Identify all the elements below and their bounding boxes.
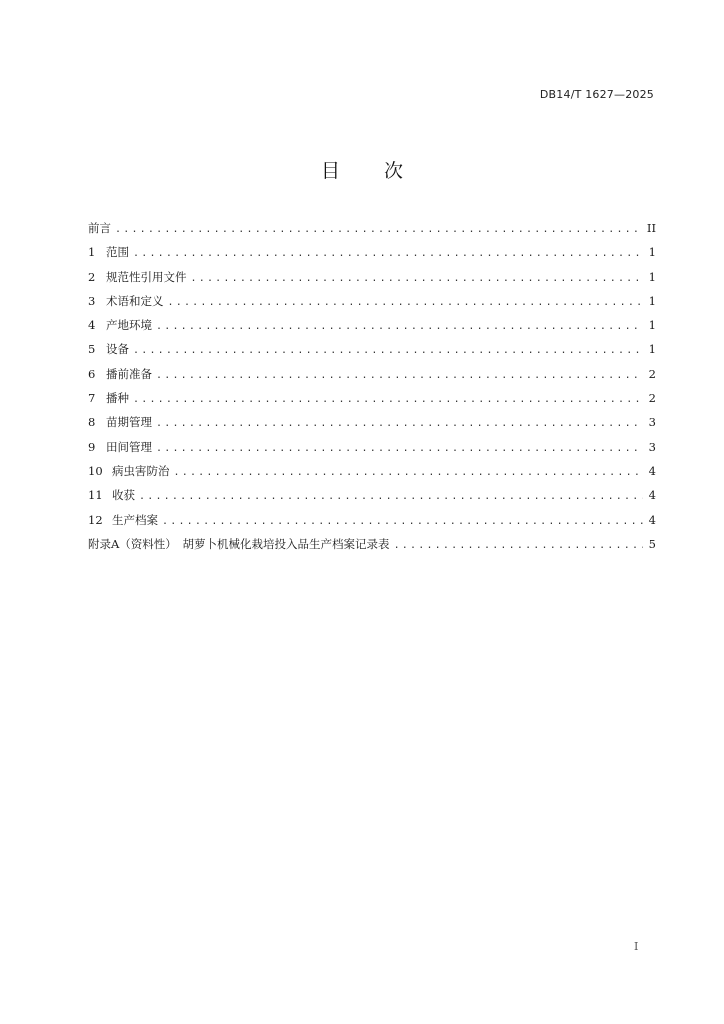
toc-entry-page: 5 <box>648 536 656 551</box>
toc-entry-text: 术语和定义 <box>106 293 164 308</box>
toc-title-right: 次 <box>384 160 404 182</box>
toc-entry-number: 12 <box>88 512 103 527</box>
dot-leader <box>133 390 643 410</box>
toc-entry-page: 1 <box>648 245 656 260</box>
dot-leader <box>156 439 643 459</box>
toc-entry-page: 4 <box>648 463 656 478</box>
toc-entry-number: 11 <box>88 488 103 503</box>
toc-entry-text: 附录A（资料性） 胡萝卜机械化栽培投入品生产档案记录表 <box>88 536 390 551</box>
dot-leader <box>156 366 643 386</box>
toc-entry-page: 1 <box>648 318 656 333</box>
toc-entry-normative-references[interactable] <box>88 267 656 291</box>
toc-entry-page: II <box>646 221 656 235</box>
toc-entry-page: 4 <box>648 512 656 527</box>
toc-entry-foreword[interactable] <box>88 218 656 242</box>
toc-entry-text: 病虫害防治 <box>112 463 170 478</box>
toc-entry-appendix-a[interactable] <box>88 534 656 558</box>
toc-entry-field-management[interactable] <box>88 437 656 461</box>
toc-entry-number: 6 <box>88 366 96 381</box>
dot-leader <box>115 220 642 240</box>
toc-entry-page: 1 <box>648 342 656 357</box>
toc-entry-production-environment[interactable] <box>88 315 656 339</box>
toc-entry-text: 播种 <box>106 391 129 406</box>
toc-title-left: 目 <box>320 160 340 182</box>
toc-entry-number: 5 <box>88 342 96 357</box>
toc-entry-text: 范围 <box>106 245 129 260</box>
toc-entry-number: 2 <box>88 269 96 284</box>
toc-entry-sowing[interactable] <box>88 388 656 412</box>
page-number: I <box>634 940 639 953</box>
toc-entry-seedling-management[interactable] <box>88 412 656 436</box>
toc-entry-text: 规范性引用文件 <box>106 269 187 284</box>
toc-entry-page: 1 <box>648 269 656 284</box>
toc-entry-number: 10 <box>88 463 103 478</box>
toc-entry-number: 4 <box>88 318 96 333</box>
standard-code: DB14/T 1627—2025 <box>539 88 654 101</box>
toc-entry-text: 设备 <box>106 342 129 357</box>
toc-entry-terms-definitions[interactable] <box>88 291 656 315</box>
toc-entry-text: 收获 <box>112 488 135 503</box>
dot-leader <box>174 463 644 483</box>
toc-entry-number: 9 <box>88 439 96 454</box>
toc-entry-equipment[interactable] <box>88 339 656 363</box>
toc-entry-text: 播前准备 <box>106 366 152 381</box>
dot-leader <box>139 487 643 507</box>
toc-title <box>0 156 724 183</box>
dot-leader <box>168 293 644 313</box>
toc-entry-text: 产地环境 <box>106 318 152 333</box>
dot-leader <box>394 536 643 556</box>
toc-entry-number: 8 <box>88 415 96 430</box>
dot-leader <box>191 269 644 289</box>
toc-entry-page: 3 <box>648 439 656 454</box>
toc-entry-text: 生产档案 <box>112 512 158 527</box>
toc-entry-text: 田间管理 <box>106 439 152 454</box>
dot-leader <box>133 341 643 361</box>
toc-entry-page: 2 <box>648 366 656 381</box>
dot-leader <box>156 317 643 337</box>
toc-entry-page: 4 <box>648 488 656 503</box>
dot-leader <box>162 512 643 532</box>
toc-entry-page: 3 <box>648 415 656 430</box>
toc-entry-number: 1 <box>88 245 96 260</box>
dot-leader <box>133 244 643 264</box>
toc-entry-production-records[interactable] <box>88 510 656 534</box>
toc-entry-text: 前言 <box>88 221 111 235</box>
toc-entry-text: 苗期管理 <box>106 415 152 430</box>
toc-entry-number: 3 <box>88 293 96 308</box>
toc-entry-page: 2 <box>648 391 656 406</box>
dot-leader <box>156 414 643 434</box>
toc-entry-number: 7 <box>88 391 96 406</box>
toc-entry-page: 1 <box>648 293 656 308</box>
toc-entry-scope[interactable] <box>88 242 656 266</box>
toc-list <box>88 218 656 558</box>
toc-entry-pest-control[interactable] <box>88 461 656 485</box>
toc-entry-pre-sowing[interactable] <box>88 364 656 388</box>
toc-entry-harvest[interactable] <box>88 485 656 509</box>
